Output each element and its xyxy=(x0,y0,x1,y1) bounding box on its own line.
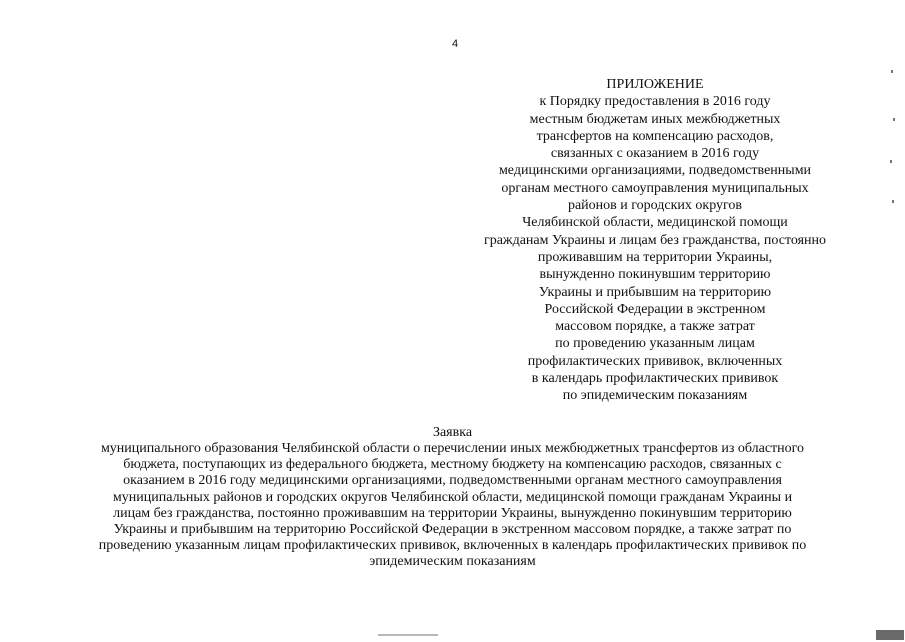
appendix-line: Украины и прибывшим на территорию xyxy=(538,284,772,300)
request-line: Украины и прибывшим на территорию Российской Федерации в экстренном массовом порядке, а также затрат по xyxy=(113,522,792,538)
appendix-line: местным бюджетам иных межбюджетных xyxy=(529,111,781,127)
appendix-line: по проведению указанным лицам xyxy=(555,336,755,352)
appendix-line: Российской Федерации в экстренном xyxy=(544,301,766,317)
scan-speck xyxy=(890,160,892,163)
appendix-line: органам местного самоуправления муниципальных xyxy=(501,180,809,196)
request-line: лицам без гражданства, постоянно проживавшим на территории Украины, вынужденно покинувшим территорию xyxy=(113,505,792,521)
appendix-line: районов и городских округов xyxy=(567,198,743,214)
scan-speck xyxy=(891,70,893,73)
appendix-line: по эпидемическим показаниям xyxy=(562,388,748,404)
appendix-block xyxy=(445,76,865,405)
scan-artifact xyxy=(378,634,438,642)
scan-speck xyxy=(893,118,895,121)
appendix-line: вынужденно покинувшим территорию xyxy=(539,267,771,283)
scan-corner xyxy=(876,630,904,640)
request-line: эпидемическим показаниям xyxy=(369,554,536,570)
appendix-line: проживавшим на территории Украины, xyxy=(537,249,773,265)
appendix-line: гражданам Украины и лицам без гражданства, постоянно xyxy=(483,232,827,248)
request-line: муниципальных районов и городских округов Челябинской области, медицинской помощи гражданам Украины и xyxy=(112,489,793,505)
appendix-line: связанных с оказанием в 2016 году xyxy=(550,146,760,162)
scan-speck xyxy=(892,200,894,203)
request-line: бюджета, поступающих из федерального бюджета, местному бюджету на компенсацию расходов, связанных с xyxy=(123,457,782,473)
page-number: 4 xyxy=(451,38,459,50)
appendix-line: трансфертов на компенсацию расходов, xyxy=(536,128,774,144)
appendix-title: ПРИЛОЖЕНИЕ xyxy=(606,77,704,92)
request-line: муниципального образования Челябинской области о перечислении иных межбюджетных трансфертов из областного xyxy=(100,441,805,456)
request-title: Заявка xyxy=(432,425,473,440)
appendix-line: медицинскими организациями, подведомственными xyxy=(498,163,812,179)
request-line: оказанием в 2016 году медицинскими организациями, подведомственными органам местного самоуправления xyxy=(123,473,782,489)
appendix-line: массовом порядке, а также затрат xyxy=(555,319,755,335)
appendix-line: профилактических прививок, включенных xyxy=(527,353,783,369)
appendix-line: Челябинской области, медицинской помощи xyxy=(522,215,788,231)
request-line: проведению указанным лицам профилактических прививок, включенных в календарь профилактических прививок по xyxy=(98,538,807,554)
appendix-line: к Порядку предоставления в 2016 году xyxy=(539,94,771,110)
request-body xyxy=(40,441,865,571)
appendix-line: в календарь профилактических прививок xyxy=(531,371,779,387)
